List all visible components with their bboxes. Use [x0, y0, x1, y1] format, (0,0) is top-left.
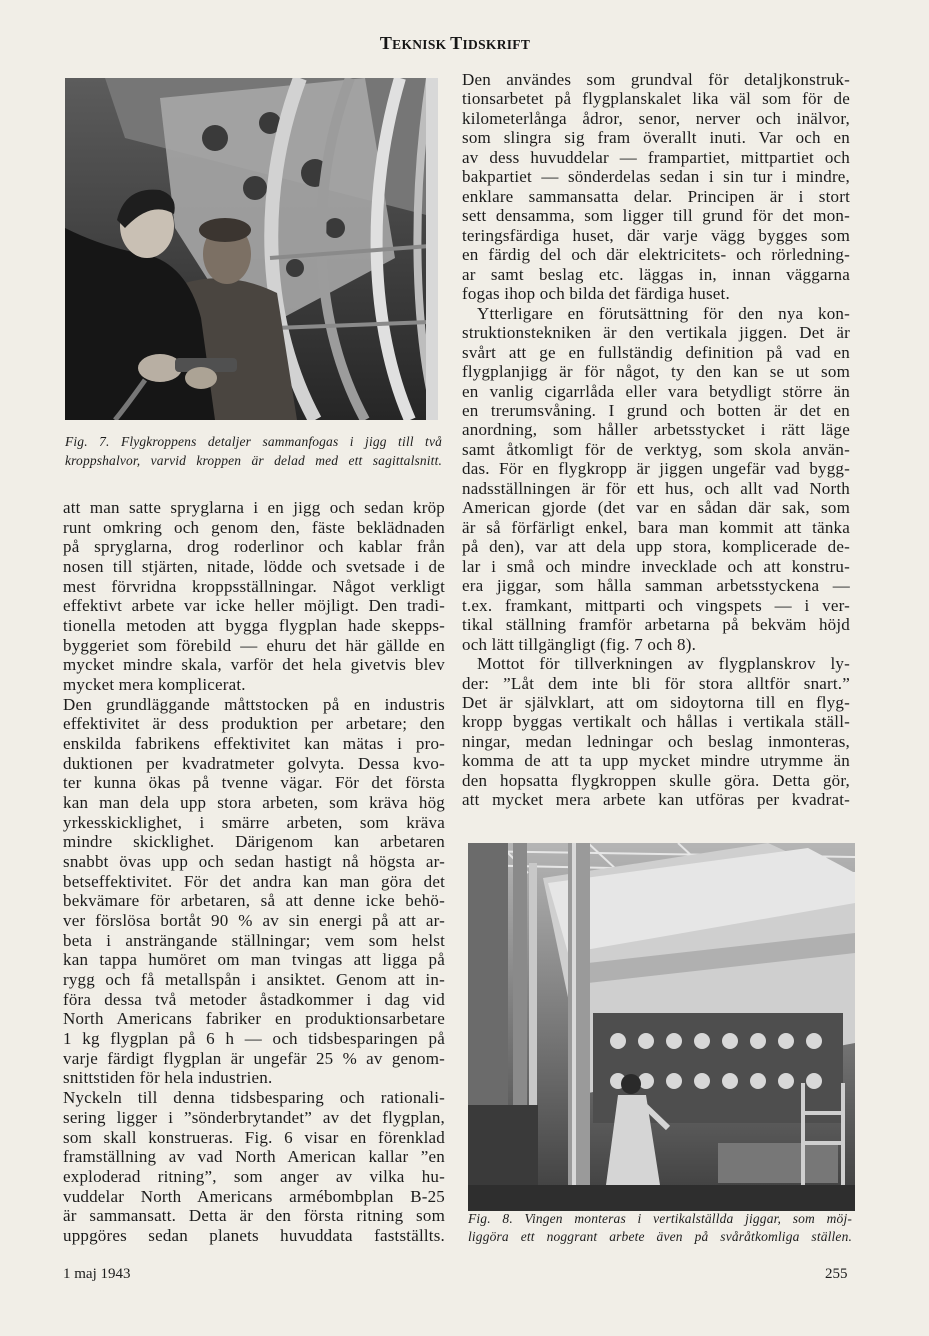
text-line: teringsfärdiga huset, där varje vägg bygges som [462, 225, 850, 245]
text-line: nadsställningen är för ett hus, och allt vad North [462, 478, 850, 498]
figure-8-caption [468, 1210, 852, 1246]
text-line: föra dessa två metoder åstadkommer i dag vid [63, 989, 445, 1009]
text-line: ningar, medan ledningar och beslag inmonteras, [462, 731, 850, 751]
text-line: Den grundläggande måttstocken på en industris [63, 694, 445, 714]
caption-line: liggöra ett noggrant arbete även på svåråtkomliga ställen. [468, 1229, 852, 1244]
text-line: nosen till stjärten, nitade, lödde och svetsade i de [63, 557, 445, 577]
text-line: byggeriet som förebild — ehuru det här gällde en [63, 635, 445, 655]
text-line: 1 kg flygplan på 6 h — och tidsbesparingen på [63, 1029, 445, 1049]
text-line: varje färdigt flygplan är ungefär 25 % av genom- [63, 1048, 445, 1068]
journal-header [358, 33, 552, 54]
caption-line: Fig. 8. Vingen monteras i vertikalställda jiggar, som möj- [468, 1211, 852, 1226]
text-line: av dess huvuddelar — frampartiet, mittpartiet och [462, 147, 850, 167]
paragraph [462, 304, 850, 654]
text-line: är sammansatt. Detta är den första ritning som [63, 1206, 445, 1226]
text-line: som slingra sig fram överallt inuti. Var och en [462, 128, 850, 148]
caption-line: Fig. 7. Flygkroppens detaljer sammanfogas i jigg till två [65, 434, 442, 449]
text-line: kan man dela upp stora arbeten, som kräva hög [63, 793, 445, 813]
figure-7-caption [65, 432, 442, 470]
text-line: American gjorde (det var en sådan där sak, som [462, 498, 850, 518]
text-line: samt åtkomligt för de verktyg, som skola använ- [462, 439, 850, 459]
paragraph [462, 70, 850, 304]
paragraph [63, 498, 445, 695]
text-line: duktionen per kvadratmeter golvyta. Dessa kvo- [63, 753, 445, 773]
text-line: lar i små och mindre invecklade och att konstru- [462, 556, 850, 576]
right-text-column [462, 70, 850, 810]
text-line: der: ”Låt dem inte bli för stora alltför snart.” [462, 673, 850, 693]
text-line: anordning, som håller arbetsstycket i rätt läge [462, 420, 850, 440]
text-line: ver förslösa bortåt 90 % av sin energi på att ar- [63, 911, 445, 931]
text-line: mycket mindre skala, varför det hela givetvis blev [63, 655, 445, 675]
text-line: exploderad ritning”, som anger av vilka hu- [63, 1166, 445, 1186]
text-line: en färdig del och där elektricitets- och rörledning- [462, 245, 850, 265]
text-line: bekvämare för arbetaren, så att denne icke behö- [63, 891, 445, 911]
text-line: mindre skicklighet. Därigenom kan arbetaren [63, 832, 445, 852]
text-line: sett densamma, som ligger till grund för det mon- [462, 206, 850, 226]
text-line: Den användes som grundval för detaljkonstruk- [462, 70, 850, 89]
text-line: ter kunna ökas på tvenne vägar. För det första [63, 773, 445, 793]
text-line: på den), var att dela upp stora, komplicerade de- [462, 537, 850, 557]
left-text-column [63, 498, 445, 1246]
text-line: fogas ihop och bilda det färdiga huset. [462, 284, 730, 304]
text-line: Det är självklart, att om sidoytorna till en flyg- [462, 693, 850, 712]
text-line: tikal ställning framför arbetarna på bekväm höjd [462, 615, 850, 635]
paragraph [63, 695, 445, 1088]
text-line: och lätt tillgängligt (fig. 7 och 8). [462, 634, 697, 654]
text-line: att mycket mera arbete kan utföras per kvadrat- [462, 790, 850, 810]
text-line: enklare sammansatta delar. Principen är i stort [462, 186, 850, 206]
text-line: att man satte spryglarna i en jigg och sedan kröp [63, 498, 445, 517]
text-line: kilometerlånga ådror, senor, nerver och inälvor, [462, 108, 850, 128]
text-line: som skall konstrueras. Fig. 6 visar en förenklad [63, 1127, 445, 1147]
text-line: runt omkring och genom den, fäste beklädnaden [63, 517, 445, 537]
text-line: mest förvridna kroppsställningar. Något verkligt [63, 576, 445, 596]
header-word: TEKNISK [379, 33, 447, 53]
text-line: Ytterligare en förutsättning för den nya kon- [477, 303, 850, 323]
text-line: mycket mera komplicerat. [63, 675, 246, 695]
text-line: yrkesskicklighet, i smärre arbeten, som kräva [63, 812, 445, 832]
text-line: era jiggar, som hålla samman arbetsstyckena — [462, 576, 850, 596]
text-line: betseffektivitet. För det andra kan man göra det [63, 871, 445, 891]
text-line: rygg och få metallspån i ansiktet. Genom att in- [63, 970, 445, 990]
text-line: tionsarbetet på flygplanskalet lika väl som för de [462, 89, 850, 109]
text-line: effektivitet är dess produktion per arbetare; den [63, 714, 445, 734]
text-line: das. För en flygkropp är jiggen ungefär vad bygg- [462, 459, 850, 479]
figure-7-photo [65, 78, 438, 420]
text-line: svårt att ge en fullständig definition på vad en [462, 342, 850, 362]
paragraph [462, 654, 850, 810]
text-line: vuddelar North Americans armébombplan B-25 [63, 1186, 445, 1206]
text-line: på spryglarna, drog roderlinor och kablar från [63, 537, 445, 557]
text-line: den hopsatta flygkroppen skulle göra. Detta gör, [462, 770, 850, 790]
paragraph [63, 1088, 445, 1245]
figure-8-photo [468, 843, 855, 1211]
text-line: t.ex. framkant, mittparti och vingspets — i ver- [462, 595, 850, 615]
text-line: tionella metoden att bygga flygplan hade skepps- [63, 616, 445, 636]
page-number: 255 [825, 1266, 848, 1282]
text-line: effektivt arbete var icke heller möjligt. Den tradi- [63, 596, 445, 616]
text-line: uppgöres sedan planets huvuddata fastställts. [63, 1225, 445, 1245]
text-line: är så förfärligt enkel, bara man kommit att tänka [462, 517, 850, 537]
text-line: Nyckeln till denna tidsbesparing och rationali- [63, 1088, 445, 1108]
text-line: framställning av vad North American kallar ”en [63, 1147, 445, 1167]
issue-date: 1 maj 1943 [63, 1266, 131, 1282]
text-line: snabbt övas upp och sedan hastigt nå högsta ar- [63, 852, 445, 872]
text-line: struktionstekniken är den vertikala jiggen. Det är [462, 323, 850, 343]
text-line: snittstiden för hela industrien. [63, 1068, 273, 1088]
text-line: komma de att ta upp mycket mindre utrymme än [462, 751, 850, 771]
text-line: beta i ansträngande ställningar; vem som helst [63, 930, 445, 950]
text-line: flygplanjigg är för något, ty den kan se ut som [462, 362, 850, 382]
text-line: sering ligger i ”sönderbrytandet” av det flygplan, [63, 1107, 445, 1127]
text-line: ar samt beslag etc. läggas in, innan väggarna [462, 264, 850, 284]
text-line: bakpartiet — sönderdelas sedan i sin tur i mindre, [462, 167, 850, 187]
text-line: kan tappa humöret om man tvingas att ligga på [63, 950, 445, 970]
header-word: TIDSKRIFT [450, 33, 531, 53]
text-line: en vanlig cigarrlåda eller vara betydligt större än [462, 381, 850, 401]
text-line: kropp byggas vertikalt och hållas i vertikala ställ- [462, 712, 850, 732]
caption-line: kroppshalvor, varvid kroppen är delad med ett sagittalsnitt. [65, 453, 442, 468]
text-line: en trerumsvåning. I grund och botten är det en [462, 400, 850, 420]
text-line: North Americans fabriker en produktionsarbetare [63, 1009, 445, 1029]
text-line: enskilda fabrikens effektivitet kan mätas i pro- [63, 734, 445, 754]
text-line: Mottot för tillverkningen av flygplanskrov ly- [477, 654, 850, 674]
